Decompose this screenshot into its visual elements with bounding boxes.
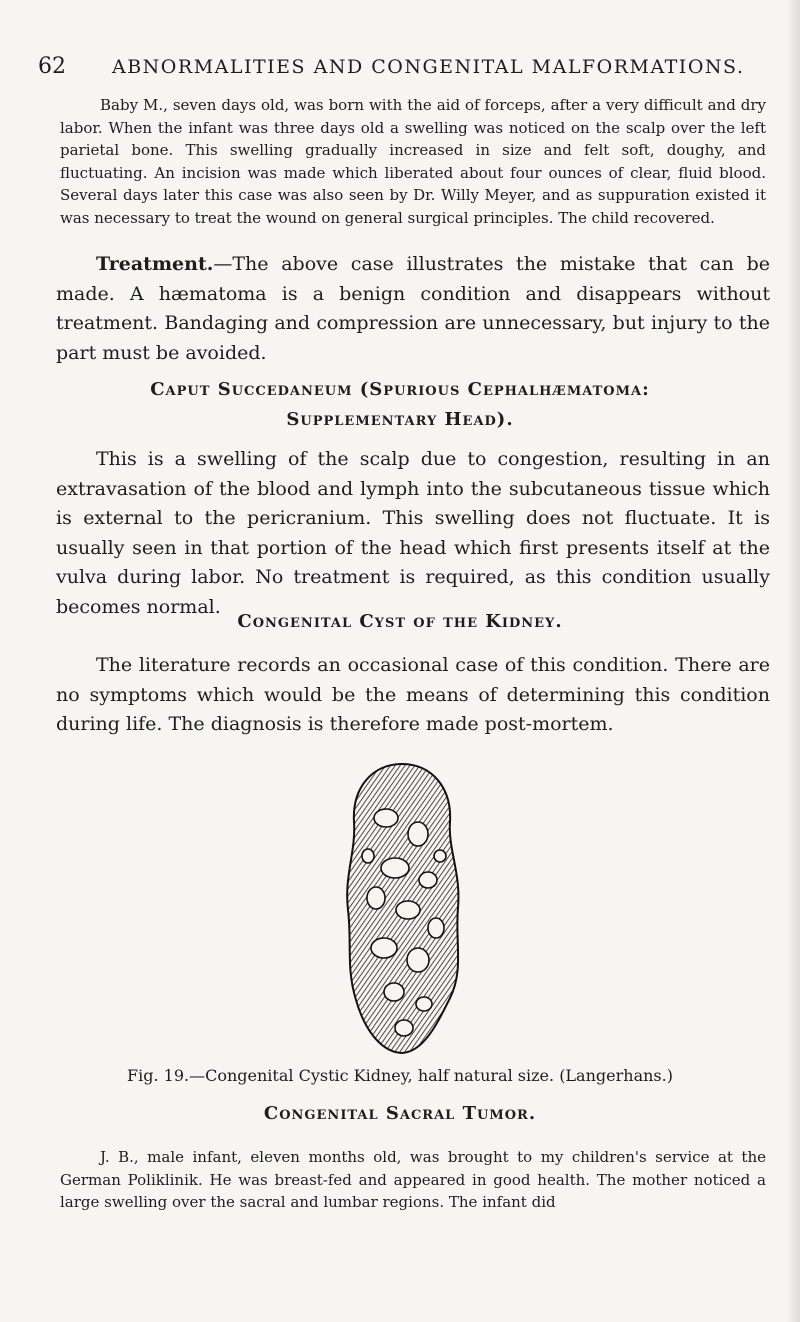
kidney-paragraph: The literature records an occasional case of this condition. There are no symptoms which would be the means of determining this condition during life. The diagnosis is therefore made post-mortem. bbox=[56, 654, 770, 735]
caput-heading bbox=[0, 375, 800, 435]
case-paragraph: Baby M., seven days old, was born with the aid of forceps, after a very difficult and dry labor. When the infant was three days old a swelling was noticed on the scalp over the left parietal bone. This swelling gradually increased in size and felt soft, doughy, and fluctuating. An incision was made which liberated about four ounces of clear, fluid blood. Several days later this case was also seen by Dr. Willy Meyer, and as suppuration existed it was necessary to treat the wound on general surgical principles. The child recovered. bbox=[60, 96, 766, 227]
page-header bbox=[0, 52, 800, 86]
sacral-heading: Congenital Sacral Tumor. bbox=[263, 1103, 537, 1124]
treatment-label: Treatment. bbox=[96, 253, 214, 275]
caput-paragraph: This is a swelling of the scalp due to congestion, resulting in an extravasation of the blood and lymph into the subcutaneous tissue which is external to the pericranium. This swelling does not fluctuate. It is usually seen in that portion of the head which first presents itself at the vulva during labor. No treatment is required, as this condition usually becomes normal. bbox=[56, 448, 770, 618]
caput-heading-line2: Supplementary Head). bbox=[286, 409, 514, 430]
cystic-kidney-illustration bbox=[340, 760, 465, 1057]
treatment-paragraph bbox=[56, 250, 770, 368]
figure-caption: Fig. 19.—Congenital Cystic Kidney, half natural size. (Langerhans.) bbox=[127, 1066, 673, 1085]
kidney-heading: Congenital Cyst of the Kidney. bbox=[237, 611, 563, 632]
caput-heading-line1: Caput Succedaneum (Spurious Cephalhæmatoma: bbox=[150, 379, 650, 400]
treatment-text: —The above case illustrates the mistake that can be made. A hæmatoma is a benign condition and disappears without treatment. Bandaging and compression are unnecessary, but injury to the part must be avoided. bbox=[56, 253, 770, 364]
sacral-paragraph: J. B., male infant, eleven months old, was brought to my children's service at the German Poliklinik. He was breast-fed and appeared in good health. The mother noticed a large swelling over the sacral and lumbar regions. The infant did bbox=[60, 1148, 766, 1211]
cystic-kidney-drawing bbox=[340, 760, 465, 1057]
page-number: 62 bbox=[38, 54, 66, 79]
running-head: ABNORMALITIES AND CONGENITAL MALFORMATIONS. bbox=[112, 56, 745, 78]
